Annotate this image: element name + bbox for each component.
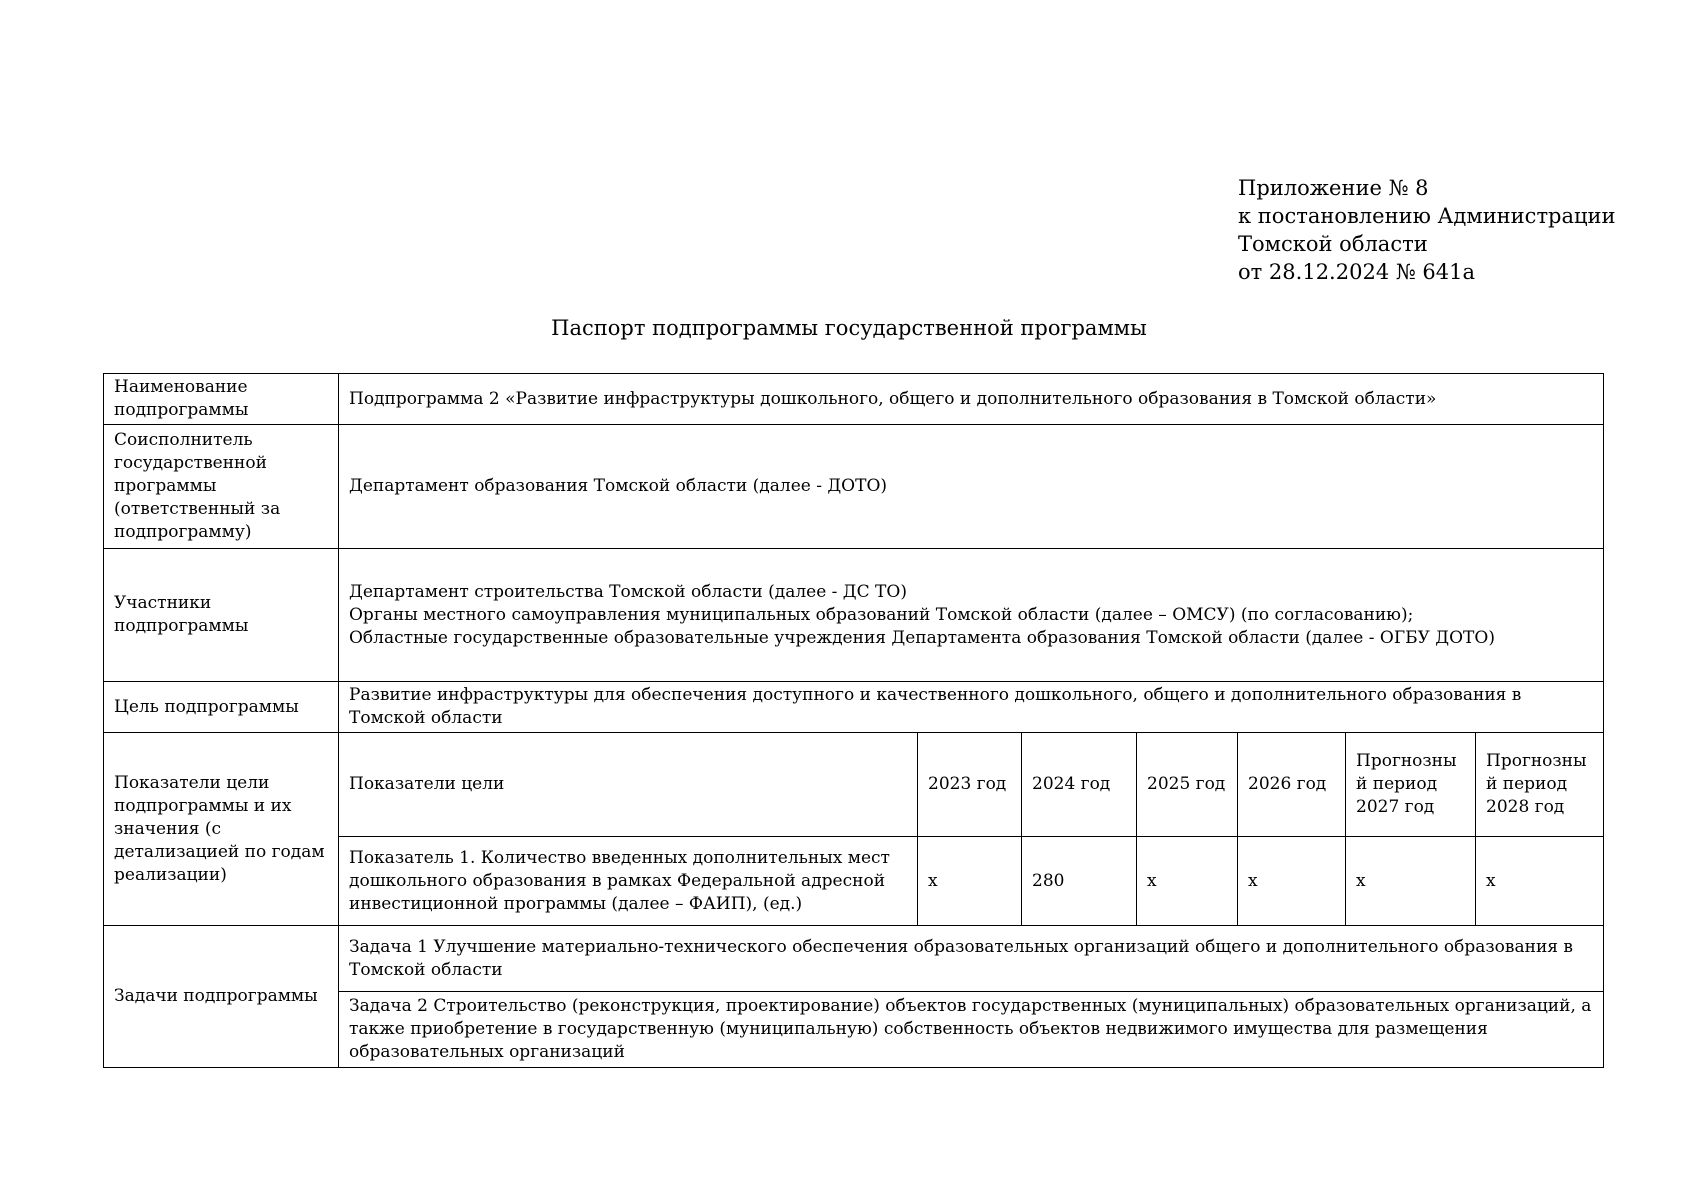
appendix-line: Томской области bbox=[1238, 232, 1428, 256]
list-item: Органы местного самоуправления муниципальных образований Томской области (далее – ОМСУ) (по согласованию); bbox=[349, 604, 1414, 625]
indicator-header-2023: 2023 год bbox=[918, 733, 1022, 837]
passport-table bbox=[103, 373, 1604, 1068]
document-title: Паспорт подпрограммы государственной программы bbox=[551, 316, 1147, 340]
indicator-header-2024: 2024 год bbox=[1022, 733, 1137, 837]
indicator-value-2024: 280 bbox=[1022, 837, 1137, 926]
list-item: Областные государственные образовательные учреждения Департамента образования Томской области (далее - ОГБУ ДОТО) bbox=[349, 627, 1495, 648]
indicator-value-2027: х bbox=[1346, 837, 1476, 926]
table-row bbox=[104, 425, 1604, 549]
table-row bbox=[104, 926, 1604, 992]
row-label: Цель подпрограммы bbox=[104, 682, 339, 733]
indicator-header-2027: Прогнозный период 2027 год bbox=[1346, 733, 1476, 837]
table-row bbox=[104, 374, 1604, 425]
indicator-name: Показатель 1. Количество введенных дополнительных мест дошкольного образования в рамках Федеральной адресной инвестиционной программы (далее – ФАИП), (ед.) bbox=[339, 837, 918, 926]
table-row bbox=[104, 733, 1604, 837]
indicator-value-2028: х bbox=[1476, 837, 1604, 926]
row-label: Соисполнитель государственной программы (ответственный за подпрограмму) bbox=[104, 425, 339, 549]
indicator-header-name: Показатели цели bbox=[339, 733, 918, 837]
indicator-value-2023: х bbox=[918, 837, 1022, 926]
task-item: Задача 2 Строительство (реконструкция, проектирование) объектов государственных (муниципальных) образовательных организаций, а также приобретение в государственную (муниципальную) собственность объектов недвижимого имущества для размещения образовательных организаций bbox=[339, 992, 1604, 1068]
indicator-header-2026: 2026 год bbox=[1238, 733, 1346, 837]
appendix-block bbox=[1238, 174, 1616, 286]
row-value: Подпрограмма 2 «Развитие инфраструктуры дошкольного, общего и дополнительного образования в Томской области» bbox=[339, 374, 1604, 425]
appendix-line: Приложение № 8 bbox=[1238, 176, 1429, 200]
appendix-line: к постановлению Администрации bbox=[1238, 204, 1616, 228]
table-row bbox=[104, 549, 1604, 682]
row-label: Задачи подпрограммы bbox=[104, 926, 339, 1068]
table-row bbox=[104, 682, 1604, 733]
indicator-header-2028: Прогнозный период 2028 год bbox=[1476, 733, 1604, 837]
list-item: Департамент строительства Томской области (далее - ДС ТО) bbox=[349, 581, 907, 602]
task-item: Задача 1 Улучшение материально-технического обеспечения образовательных организаций общего и дополнительного образования в Томской области bbox=[339, 926, 1604, 992]
indicator-value-2025: х bbox=[1137, 837, 1238, 926]
row-label: Участники подпрограммы bbox=[104, 549, 339, 682]
participants-list bbox=[339, 549, 1604, 682]
appendix-line: от 28.12.2024 № 641а bbox=[1238, 260, 1475, 284]
row-value: Департамент образования Томской области (далее - ДОТО) bbox=[339, 425, 1604, 549]
row-value: Развитие инфраструктуры для обеспечения доступного и качественного дошкольного, общего и дополнительного образования в Томской области bbox=[339, 682, 1604, 733]
row-label: Наименование подпрограммы bbox=[104, 374, 339, 425]
indicator-header-2025: 2025 год bbox=[1137, 733, 1238, 837]
row-label: Показатели цели подпрограммы и их значения (с детализацией по годам реализации) bbox=[104, 733, 339, 926]
indicator-value-2026: х bbox=[1238, 837, 1346, 926]
